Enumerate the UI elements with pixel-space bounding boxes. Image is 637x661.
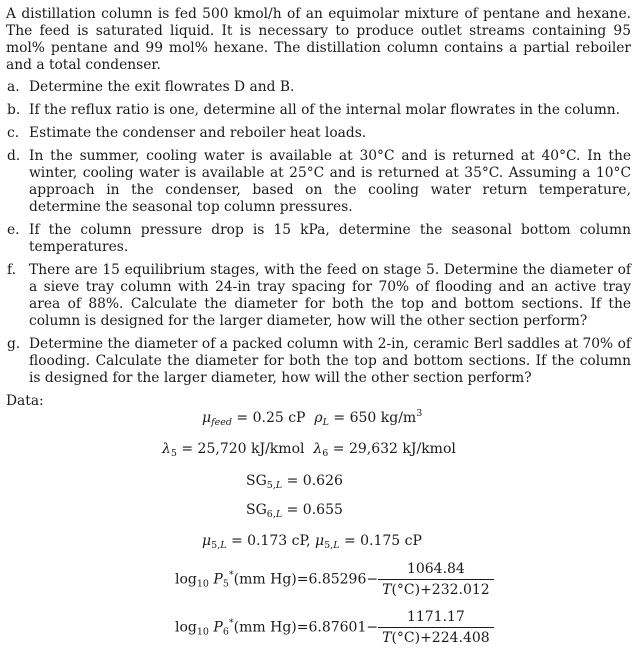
- question-text: Determine the exit flowrates D and B.: [29, 79, 295, 95]
- question-text: If the reflux ratio is one, determine all of the internal molar flowrates in the column.: [29, 102, 621, 118]
- antoine6-denominator-text: (°C)+224.408: [391, 630, 490, 646]
- antoine6-lhs: (mm Hg)=6.87601−: [233, 619, 379, 636]
- question-label: c.: [7, 125, 20, 141]
- question-text: In the summer, cooling water is available at 30°C and is returned at 40°C. In the winter, cooling water is available at 25°C and is returned at 35°C. Assuming a 10°C approach in the condenser, based on the cooling water return temperature, determine the seasonal top column pressures.: [29, 148, 631, 215]
- equation-antoine-hexane: $\log_{10} P_6^*(mm$ Hg)=6.87601− $\frac{1171.17}{T(^\circ C)+224.408}$: [175, 607, 494, 648]
- question-f: [6, 262, 631, 330]
- antoine5-fraction: [378, 559, 494, 600]
- rho-l-value: = 650 kg/m: [333, 410, 417, 426]
- antoine5-numerator: 1064.84: [378, 559, 494, 580]
- question-label: a.: [7, 79, 20, 95]
- question-list: [6, 79, 631, 387]
- question-e: [6, 222, 631, 256]
- equation-sg6: $SG_{6,L} = 0.655$: [246, 502, 343, 520]
- question-label: f.: [7, 262, 17, 278]
- sg6-value: = 0.655: [286, 502, 343, 518]
- question-g: [6, 336, 631, 387]
- question-label: e.: [7, 222, 20, 238]
- antoine5-denominator-text: (°C)+232.012: [391, 582, 490, 598]
- equation-antoine-pentane: $\log_{10} P_5^*(mm$ Hg)=6.85296− $\frac{1064.84}{T(^\circ C)+232.012}$: [175, 559, 494, 600]
- question-label: g.: [7, 336, 21, 352]
- question-text: There are 15 equilibrium stages, with the feed on stage 5. Determine the diameter of a sieve tray column with 24-in tray spacing for 70% of flooding and an active tray area of 88%. Calculate the diameter for both the top and bottom sections. If the column is designed for the larger diameter, how will the other section perform?: [29, 262, 631, 329]
- equation-latent-heat: $\lambda_5 = 25,720$ kJ/kmol $\lambda_6 = 29,632$ kJ/kmol: [162, 441, 456, 459]
- question-c: [6, 125, 631, 142]
- question-text: Determine the diameter of a packed column with 2-in, ceramic Berl saddles at 70% of flooding. Calculate the diameter for both the top and bottom sections. If the column is designed for the larger diameter, how will the other section perform?: [29, 336, 631, 386]
- problem-intro: A distillation column is fed 500 kmol/h of an equimolar mixture of pentane and hexane. The feed is saturated liquid. It is necessary to produce outlet streams containing 95 mol% pentane and 99 mol% hexane. The distillation column contains a partial reboiler and a total condenser.: [6, 6, 631, 73]
- antoine5-denominator: T(°C)+232.012: [382, 582, 490, 598]
- mu5-value-2: = 0.175 cP: [343, 533, 422, 549]
- question-text: Estimate the condenser and reboiler heat loads.: [29, 125, 367, 141]
- equation-liquid-viscosity: $\mu_{5,L} = 0.173$ cP, $\mu_{5,L} = 0.175$ cP: [202, 533, 422, 551]
- antoine5-lhs: (mm Hg)=6.85296−: [233, 571, 379, 588]
- question-label: b.: [7, 102, 21, 118]
- question-b: [6, 102, 631, 119]
- equation-sg5: $SG_{5,L} = 0.626$: [246, 473, 343, 491]
- sg5-value: = 0.626: [286, 473, 343, 489]
- antoine6-denominator: T(°C)+224.408: [382, 630, 490, 646]
- antoine6-numerator: 1171.17: [378, 607, 494, 628]
- mu5-value-1: = 0.173 cP,: [230, 533, 311, 549]
- lambda6-value: = 29,632 kJ/kmol: [332, 441, 456, 457]
- antoine6-fraction: [378, 607, 494, 648]
- data-label: Data:: [6, 393, 44, 409]
- mu-feed-value: = 0.25 cP: [236, 410, 306, 426]
- equation-viscosity-density: $\mu_{feed} = 0.25$ cP $\rho_L = 650$ $kg/m^3$: [202, 408, 423, 428]
- question-label: d.: [7, 148, 21, 164]
- question-d: [6, 148, 631, 216]
- lambda5-value: = 25,720 kJ/kmol: [181, 441, 305, 457]
- question-text: If the column pressure drop is 15 kPa, determine the seasonal bottom column temperatures.: [29, 222, 631, 255]
- question-a: [6, 79, 631, 96]
